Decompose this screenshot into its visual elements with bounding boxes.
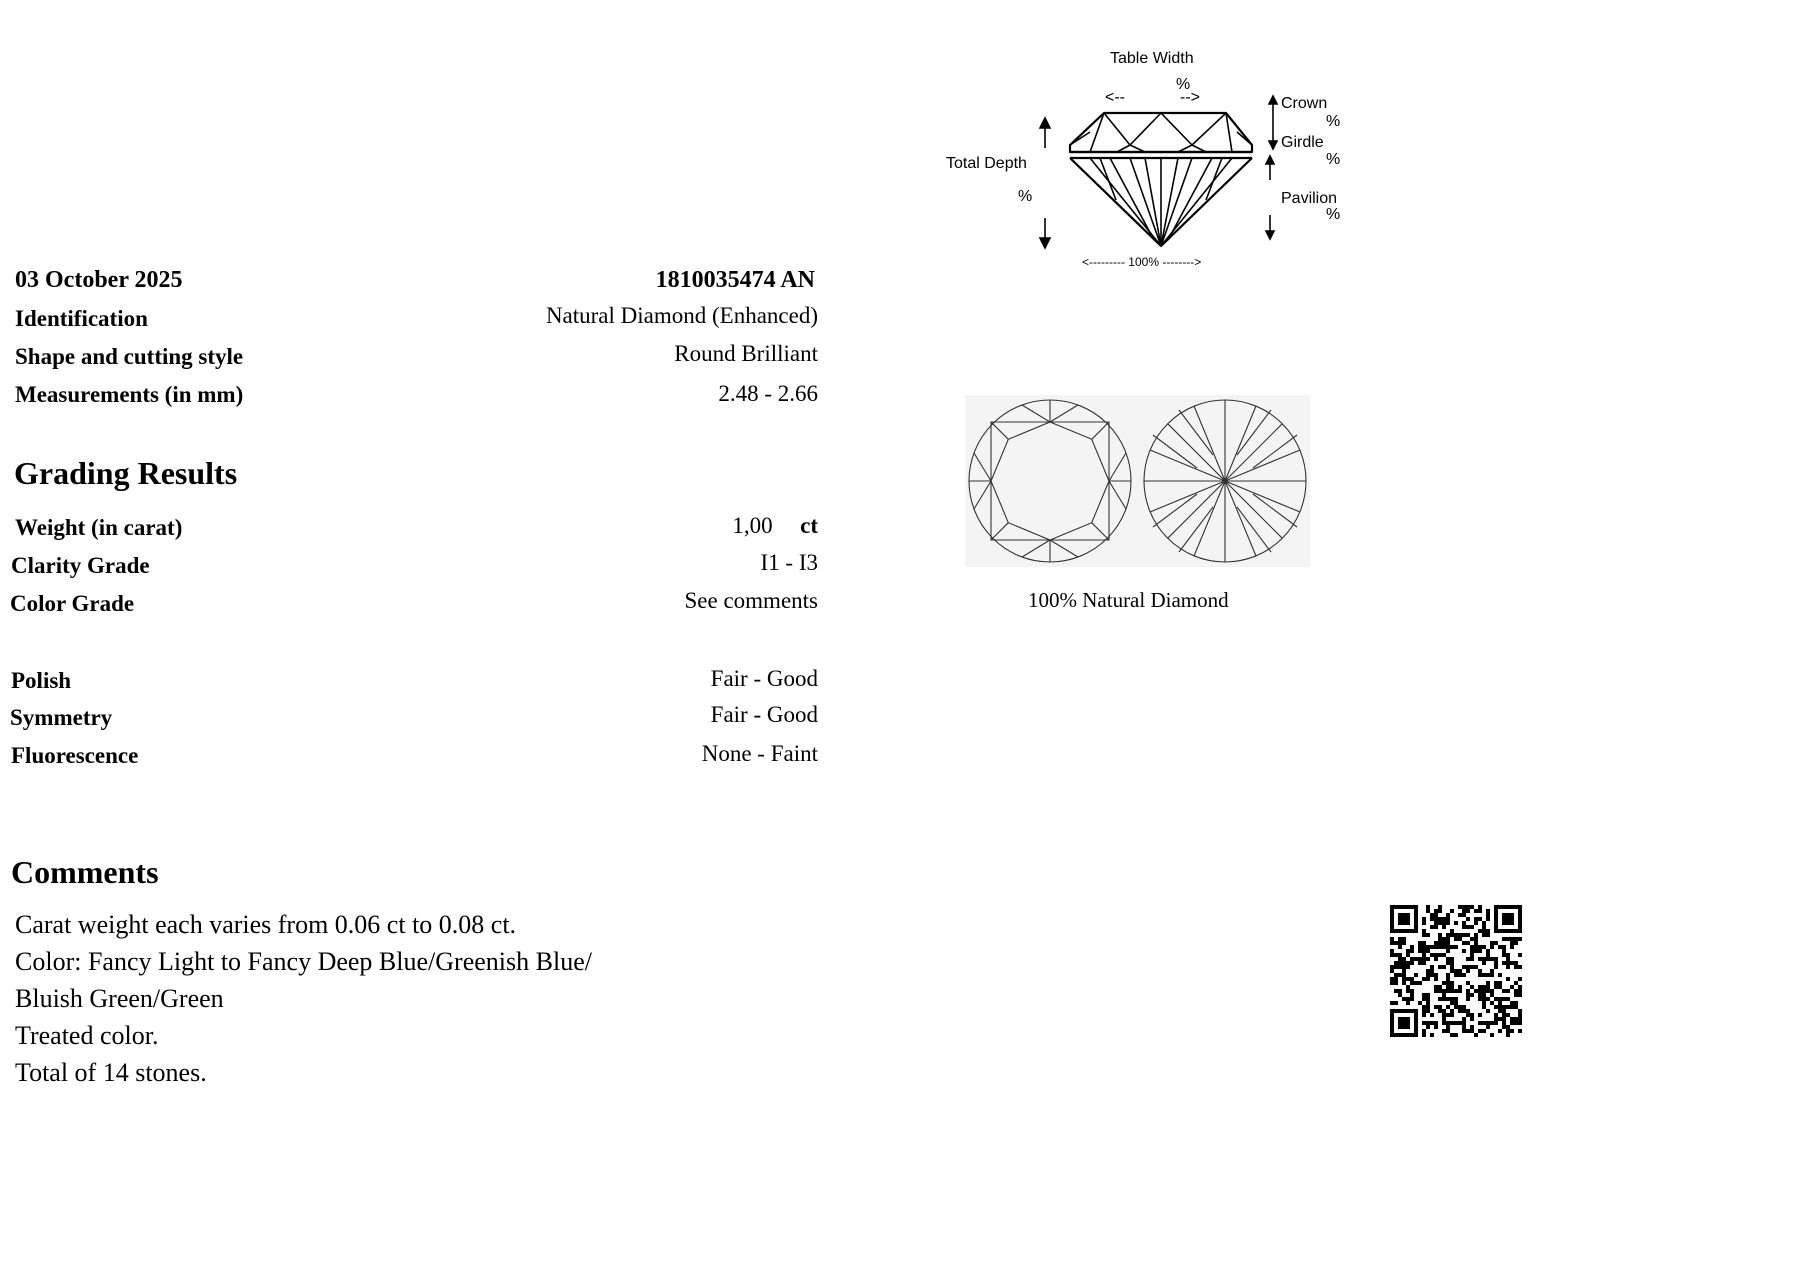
polish-value: Fair - Good	[710, 666, 818, 691]
total-depth-pct: %	[1018, 188, 1033, 205]
pavilion-label: Pavilion	[1281, 190, 1338, 207]
color-value: See comments	[684, 588, 818, 613]
comment-line: Bluish Green/Green	[15, 984, 224, 1013]
total-depth-label: Total Depth	[946, 155, 1027, 172]
facet-diagrams	[965, 395, 1310, 567]
clarity-value: I1 - I3	[760, 550, 818, 575]
table-arrow-right: -->	[1180, 89, 1200, 106]
weight-number: 1,00	[732, 513, 773, 538]
crown-pct: %	[1326, 113, 1341, 130]
facet-caption: 100% Natural Diamond	[1028, 588, 1229, 612]
color-label: Color Grade	[10, 591, 135, 616]
comments-body	[15, 910, 592, 1095]
identification-label: Identification	[15, 306, 148, 331]
weight-label: Weight (in carat)	[15, 515, 183, 540]
girdle-label: Girdle	[1281, 134, 1324, 151]
weight-unit: ct	[800, 513, 818, 538]
measurements-label: Measurements (in mm)	[15, 382, 244, 407]
symmetry-value: Fair - Good	[710, 702, 818, 727]
polish-label: Polish	[11, 668, 72, 693]
shape-label: Shape and cutting style	[15, 344, 244, 369]
diamond-profile-diagram	[940, 40, 1360, 280]
symmetry-label: Symmetry	[10, 705, 113, 730]
girdle-pct: %	[1326, 151, 1341, 168]
comment-line: Treated color.	[15, 1021, 159, 1050]
width-scale-label: <--------- 100% -------->	[1082, 255, 1202, 269]
report-number: 1810035474 AN	[655, 267, 815, 293]
comment-line: Total of 14 stones.	[15, 1058, 207, 1087]
round-brilliant-facet-icon	[965, 395, 1310, 567]
fluorescence-label: Fluorescence	[11, 743, 139, 768]
table-width-pct: %	[1176, 76, 1191, 93]
crown-label: Crown	[1281, 95, 1328, 112]
table-arrow-left: <--	[1105, 89, 1125, 106]
comments-heading: Comments	[11, 854, 159, 890]
clarity-label: Clarity Grade	[11, 553, 150, 578]
qr-code-icon	[1390, 905, 1522, 1037]
weight-value	[732, 513, 818, 539]
report-date: 03 October 2025	[15, 267, 183, 293]
measurements-value: 2.48 - 2.66	[718, 381, 818, 406]
identification-value: Natural Diamond (Enhanced)	[545, 303, 818, 328]
qr-code[interactable]	[1390, 905, 1522, 1037]
table-width-label: Table Width	[1110, 50, 1194, 67]
pavilion-pct: %	[1326, 206, 1341, 223]
comment-line: Carat weight each varies from 0.06 ct to 0.08 ct.	[15, 910, 517, 939]
fluorescence-value: None - Faint	[701, 741, 818, 766]
comment-line: Color: Fancy Light to Fancy Deep Blue/Greenish Blue/	[15, 947, 592, 976]
grading-results-heading: Grading Results	[14, 455, 238, 491]
shape-value: Round Brilliant	[674, 341, 818, 366]
